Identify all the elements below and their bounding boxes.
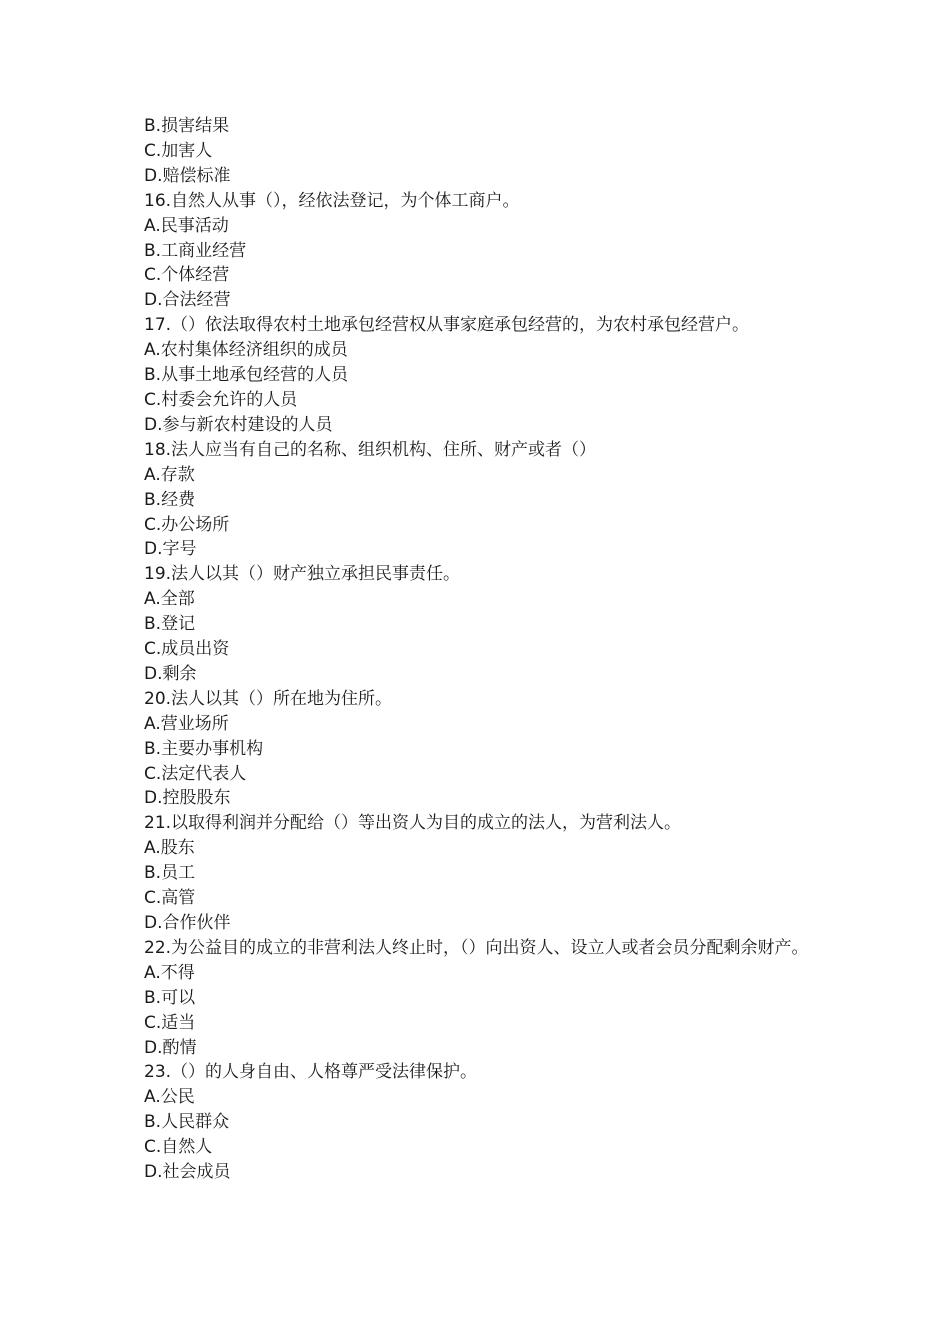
answer-option: D.控股股东 [144,788,231,809]
answer-option: A.民事活动 [144,215,229,236]
answer-option: C.个体经营 [144,265,230,286]
answer-option: C.法定代表人 [144,763,247,784]
answer-option: D.参与新农村建设的人员 [144,414,333,435]
answer-option: D.剩余 [144,663,197,684]
answer-option: C.适当 [144,1012,196,1033]
question-list [144,114,824,1185]
answer-option: A.存款 [144,464,195,485]
answer-option: B.主要办事机构 [144,738,264,759]
answer-option: D.赔偿标准 [144,165,231,186]
answer-option: C.高管 [144,888,196,909]
answer-option: A.农村集体经济组织的成员 [144,340,348,361]
answer-option: B.人民群众 [144,1112,230,1133]
question-text: 18.法人应当有自己的名称、组织机构、住所、财产或者（） [144,439,597,460]
answer-option: C.加害人 [144,140,213,161]
answer-option: B.可以 [144,987,196,1008]
answer-option: D.合作伙伴 [144,913,231,933]
question-text: 19.法人以其（）财产独立承担民事责任。 [144,564,461,585]
answer-option: D.酌情 [144,1037,197,1058]
answer-option: A.公民 [144,1087,195,1108]
answer-option: A.全部 [144,589,195,610]
document-page [144,114,824,1185]
answer-option: D.合法经营 [144,290,231,311]
question-text: 23.（）的人身自由、人格尊严受法律保护。 [144,1062,478,1083]
answer-option: C.村委会允许的人员 [144,389,298,410]
answer-option: B.工商业经营 [144,240,247,261]
answer-option: B.登记 [144,614,196,635]
answer-option: A.不得 [144,962,195,983]
answer-option: B.员工 [144,863,196,884]
answer-option: C.成员出资 [144,639,230,660]
answer-option: B.从事土地承包经营的人员 [144,365,349,386]
answer-option: B.损害结果 [144,116,230,136]
question-text: 17.（）依法取得农村土地承包经营权从事家庭承包经营的，为农村承包经营户。 [144,315,750,336]
question-text: 21.以取得利润并分配给（）等出资人为目的成立的法人，为营利法人。 [144,813,682,834]
question-text: 22.为公益目的成立的非营利法人终止时，（）向出资人、设立人或者会员分配剩余财产。 [144,937,809,958]
answer-option: C.办公场所 [144,514,230,535]
answer-option: D.社会成员 [144,1162,231,1183]
answer-option: D.字号 [144,539,197,560]
answer-option: A.营业场所 [144,713,229,734]
answer-option: C.自然人 [144,1137,213,1158]
question-text: 16.自然人从事（），经依法登记，为个体工商户。 [144,190,520,211]
answer-option: A.股东 [144,838,195,859]
question-text: 20.法人以其（）所在地为住所。 [144,688,393,709]
answer-option: B.经费 [144,489,196,510]
